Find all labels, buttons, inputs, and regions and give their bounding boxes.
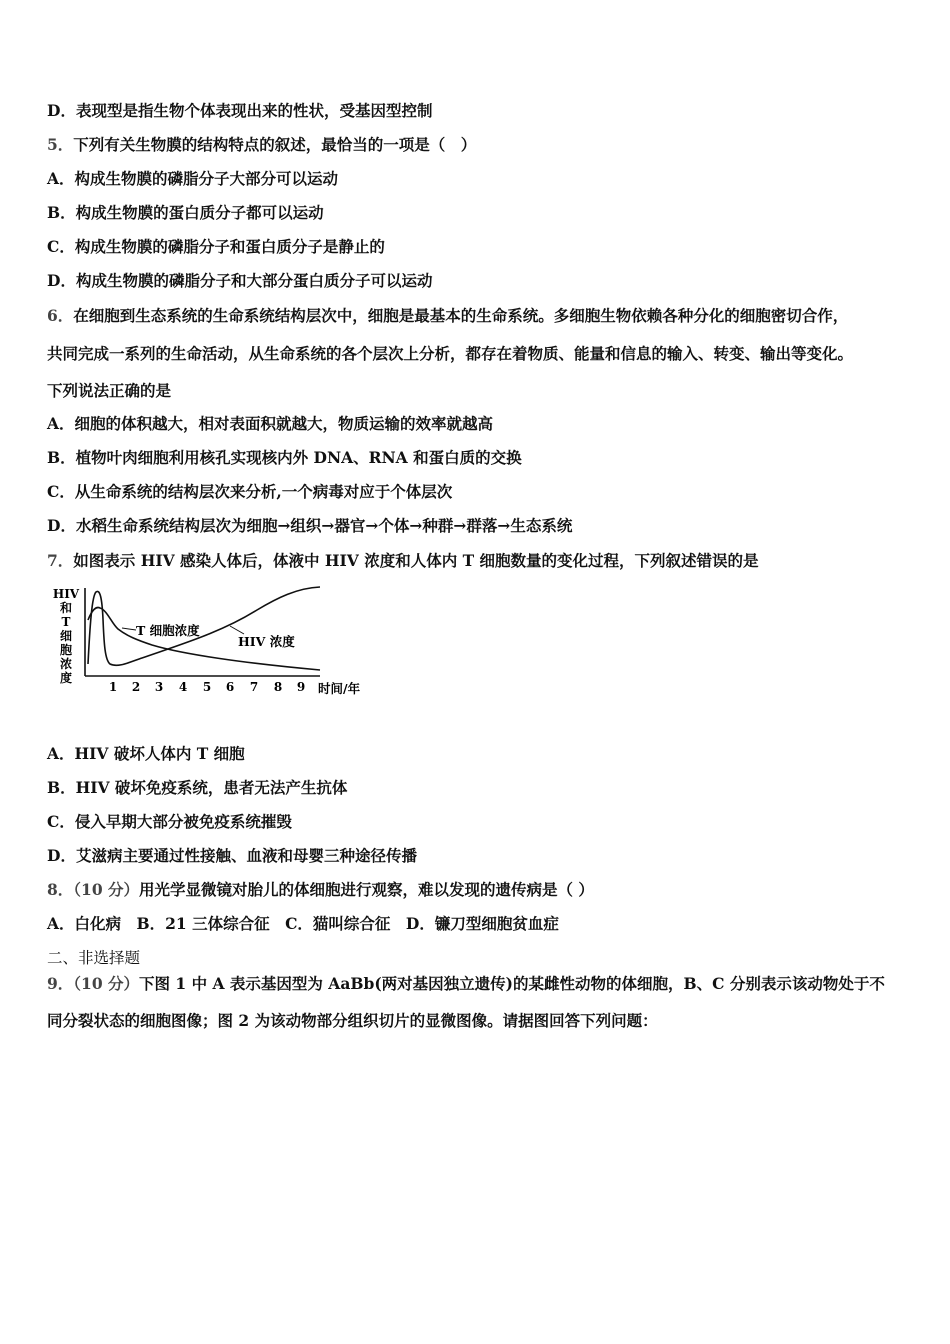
q6-option-a: A．细胞的体积越大，相对表面积就越大，物质运输的效率就越高 bbox=[47, 414, 494, 433]
x-tick-5: 5 bbox=[202, 680, 212, 694]
hiv-t-cell-chart bbox=[52, 584, 382, 706]
q6-stem-line3: 下列说法正确的是 bbox=[47, 381, 172, 400]
section-2-title: 二、非选择题 bbox=[47, 949, 141, 967]
hiv-label: HIV 浓度 bbox=[238, 634, 295, 649]
q7-stem-text: 如图表示 HIV 感染人体后，体液中 HIV 浓度和人体内 T 细胞数量的变化过程，下列叙述错误的是 bbox=[73, 551, 759, 570]
y-label-5: 浓 bbox=[59, 657, 73, 671]
q8-number: 8． bbox=[47, 880, 74, 899]
q7-option-a: A．HIV 破坏人体内 T 细胞 bbox=[47, 744, 245, 763]
y-label-4: 胞 bbox=[59, 643, 73, 657]
q8-score: （10 分） bbox=[73, 880, 140, 899]
x-tick-6: 6 bbox=[225, 680, 235, 694]
t-cell-label: T 细胞浓度 bbox=[136, 623, 200, 638]
q7-option-d: D．艾滋病主要通过性接触、血液和母婴三种途径传播 bbox=[47, 846, 417, 865]
q5-stem-text: 下列有关生物膜的结构特点的叙述，最恰当的一项是（ ） bbox=[73, 135, 477, 154]
q5-option-a: A．构成生物膜的磷脂分子大部分可以运动 bbox=[47, 169, 339, 188]
q9-score: （10 分） bbox=[73, 974, 140, 993]
q9-stem-text: 下图 1 中 A 表示基因型为 AaBb(两对基因独立遗传)的某雌性动物的体细胞，B、C 分别表示该动物处于不 bbox=[139, 974, 885, 993]
q5-option-d: D．构成生物膜的磷脂分子和大部分蛋白质分子可以运动 bbox=[47, 271, 433, 290]
q6-stem-line1 bbox=[47, 306, 848, 326]
hiv-curve bbox=[88, 587, 320, 665]
q5-number: 5． bbox=[47, 135, 74, 154]
q9-stem-line2: 同分裂状态的细胞图像；图 2 为该动物部分组织切片的显微图像。请据图回答下列问题： bbox=[47, 1011, 658, 1030]
q6-stem-line2: 共同完成一系列的生命活动，从生命系统的各个层次上分析，都存在着物质、能量和信息的输入、转变、输出等变化。 bbox=[47, 344, 854, 363]
x-tick-8: 8 bbox=[273, 680, 283, 694]
y-label-1: 和 bbox=[59, 601, 73, 615]
x-tick-2: 2 bbox=[131, 680, 141, 694]
q7-option-c: C．侵入早期大部分被免疫系统摧毁 bbox=[47, 812, 292, 831]
x-tick-9: 9 bbox=[296, 680, 306, 694]
q8-stem-text: 用光学显微镜对胎儿的体细胞进行观察，难以发现的遗传病是（ ） bbox=[139, 880, 594, 899]
y-label-6: 度 bbox=[59, 671, 73, 685]
y-label-2: T bbox=[61, 615, 71, 629]
q5-stem bbox=[47, 135, 476, 155]
q6-option-b: B．植物叶肉细胞利用核孔实现核内外 DNA、RNA 和蛋白质的交换 bbox=[47, 448, 522, 467]
q6-option-d: D．水稻生命系统结构层次为细胞→组织→器官→个体→种群→群落→生态系统 bbox=[47, 516, 573, 535]
q9-stem-line1 bbox=[47, 974, 885, 994]
q6-stem-text: 在细胞到生态系统的生命系统结构层次中，细胞是最基本的生命系统。多细胞生物依赖各种分化的细胞密切合作， bbox=[73, 306, 849, 325]
q7-number: 7． bbox=[47, 551, 74, 570]
q8-stem bbox=[47, 880, 594, 900]
hiv-t-cell-figure bbox=[52, 584, 382, 706]
y-label-0: HIV bbox=[52, 587, 80, 601]
q7-option-b: B．HIV 破坏免疫系统，患者无法产生抗体 bbox=[47, 778, 348, 797]
q4-option-d: D．表现型是指生物个体表现出来的性状，受基因型控制 bbox=[47, 101, 433, 120]
q6-number: 6． bbox=[47, 306, 74, 325]
t-cell-leader bbox=[122, 628, 136, 630]
q6-option-c: C．从生命系统的结构层次来分析,一个病毒对应于个体层次 bbox=[47, 482, 453, 501]
x-tick-7: 7 bbox=[249, 680, 259, 694]
x-axis-label: 时间/年 bbox=[318, 681, 361, 696]
q5-option-c: C．构成生物膜的磷脂分子和蛋白质分子是静止的 bbox=[47, 237, 385, 256]
hiv-leader bbox=[230, 626, 244, 634]
x-tick-3: 3 bbox=[154, 680, 164, 694]
q7-stem bbox=[47, 551, 759, 571]
x-tick-4: 4 bbox=[178, 680, 188, 694]
y-label-3: 细 bbox=[59, 629, 73, 643]
x-tick-1: 1 bbox=[108, 680, 118, 694]
q5-option-b: B．构成生物膜的蛋白质分子都可以运动 bbox=[47, 203, 324, 222]
q8-options: A．白化病 B．21 三体综合征 C．猫叫综合征 D．镰刀型细胞贫血症 bbox=[47, 914, 559, 933]
q9-number: 9． bbox=[47, 974, 74, 993]
